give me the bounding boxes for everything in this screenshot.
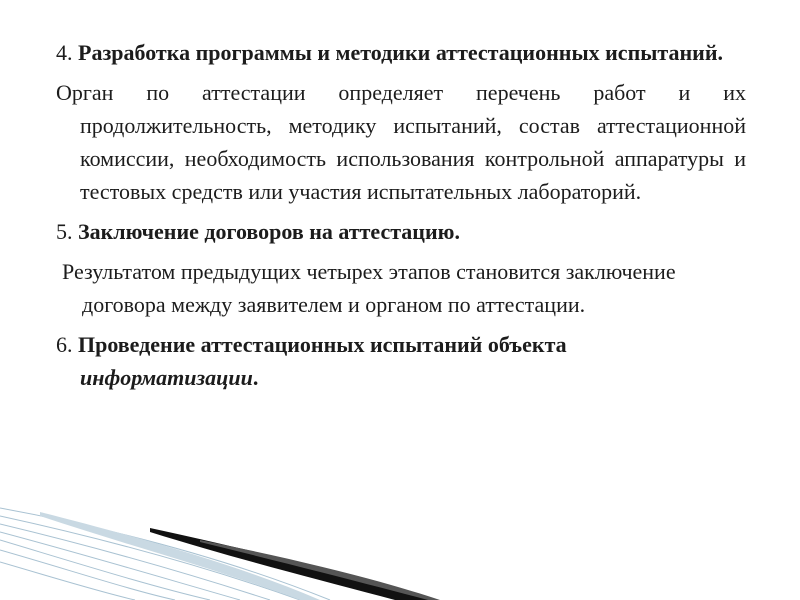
- swoosh-light-lines: [0, 508, 330, 600]
- item-4-title: Разработка программы и методики аттестационных испытаний.: [78, 40, 724, 65]
- item-4-heading: [56, 36, 746, 69]
- item-5-number: 5.: [56, 219, 73, 244]
- slide-content: [56, 36, 746, 394]
- item-6-title-italic: информатизации: [80, 365, 253, 390]
- item-5-text: Результатом предыдущих четырех этапов становится заключение договора между заявителем и органом по аттестации.: [62, 259, 676, 317]
- item-6-title-main: Проведение аттестационных испытаний объекта: [78, 332, 567, 357]
- item-4-number: 4.: [56, 40, 73, 65]
- item-6-number: 6.: [56, 332, 73, 357]
- swoosh-dark-band: [150, 528, 430, 600]
- swoosh-shadow-band: [200, 540, 440, 600]
- item-4-text: Орган по аттестации определяет перечень работ и их продолжительность, методику испытаний, состав аттестационной комиссии, необходимость использования контрольной аппаратуры и тестовых средств или участия испытательных лабораторий.: [56, 80, 746, 204]
- item-5-heading: [56, 215, 746, 248]
- swoosh-light-band: [40, 512, 320, 600]
- item-6-heading: [56, 328, 746, 394]
- item-6-title-end: .: [252, 365, 259, 390]
- item-5-title: Заключение договоров на аттестацию.: [78, 219, 460, 244]
